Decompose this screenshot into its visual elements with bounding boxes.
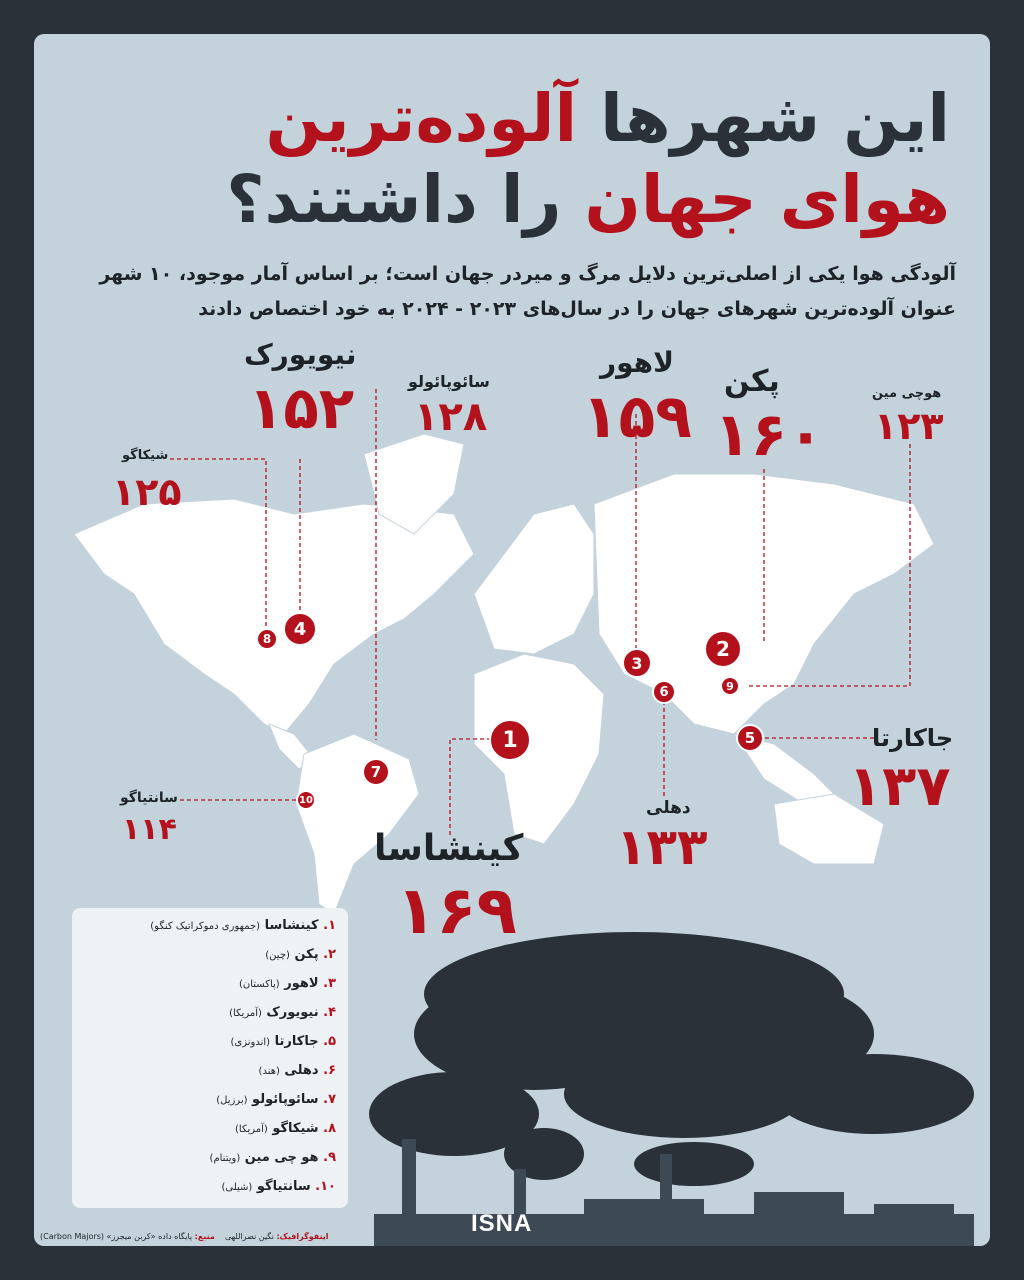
legend-row-8 [235,1121,336,1136]
legend-city: شیکاگو [272,1121,319,1136]
legend-row-4 [229,1005,336,1020]
value-kinshasa: ۱۶۹ [396,872,517,949]
legend-num: ۷. [323,1092,336,1107]
legend-row-9 [210,1150,336,1165]
ranking-legend [72,908,348,1208]
legend-num: ۲. [323,947,336,962]
pin-rank-8[interactable]: 8 [256,628,278,650]
title-line2-dark: را داشتند؟ [226,161,562,238]
legend-country: (هند) [258,1066,280,1077]
legend-row-10 [221,1179,336,1194]
legend-country: (اندونزی) [230,1037,271,1048]
intro-line-1: آلودگی هوا یکی از اصلی‌ترین دلایل مرگ و میردر جهان است؛ بر اساس آمار موجود، ۱۰ شهر [99,263,956,285]
pin-rank-3[interactable]: 3 [622,648,652,678]
legend-num: ۳. [323,976,336,991]
intro-line-2: عنوان آلوده‌ترین شهرهای جهان را در سال‌های ۲۰۲۳ - ۲۰۲۴ به خود اختصاص دادند [198,298,956,320]
city-label-hochiminh: هوچی مین [872,386,942,401]
credits-source-label: منبع: [194,1232,215,1241]
city-label-saopaulo: سائوپائولو [408,372,490,391]
legend-city: پکن [294,947,319,962]
value-beijing: ۱۶۰ [714,400,824,470]
legend-city: سائوپائولو [252,1092,319,1107]
city-label-jakarta: جاکارتا [872,724,954,752]
legend-num: ۸. [323,1121,336,1136]
title-line1-red: آلوده‌ترین [265,80,578,157]
legend-country: (شیلی) [221,1182,253,1193]
legend-city: کینشاسا [264,918,319,933]
credits-source-text: پایگاه داده «کربن میجرز» (Carbon Majors) [40,1232,193,1241]
map-europe [474,504,594,654]
legend-country: (برزیل) [216,1095,248,1106]
value-chicago: ۱۲۵ [112,470,182,514]
legend-num: ۱. [323,918,336,933]
city-label-chicago: شیکاگو [122,448,169,463]
pin-rank-10[interactable]: 10 [296,790,316,810]
legend-city: جاکارتا [274,1034,319,1049]
legend-country: (جمهوری دموکراتیک کنگو) [150,921,261,932]
legend-row-2 [265,947,336,962]
value-newyork: ۱۵۲ [248,374,355,442]
isna-logo: ISNA [471,1210,533,1237]
value-saopaulo: ۱۲۸ [414,394,488,440]
value-lahore: ۱۵۹ [582,382,692,452]
legend-country: (آمریکا) [229,1008,262,1019]
legend-city: نیویورک [266,1005,319,1020]
city-label-beijing: پکن [724,364,780,399]
pin-rank-5[interactable]: 5 [736,724,764,752]
legend-city: دهلی [284,1063,319,1078]
title-line2-red: هوای جهان [584,161,950,238]
credits-infographic-author: نگین نصراللهی [225,1232,274,1241]
infographic-card [34,34,990,1246]
legend-row-5 [231,1034,336,1049]
title-line1-dark: این شهرها [600,80,950,157]
legend-num: ۵. [323,1034,336,1049]
legend-country: (آمریکا) [234,1124,268,1135]
legend-city: لاهور [284,976,319,991]
value-hochiminh: ۱۲۳ [874,404,944,448]
legend-city: هو چی مین [244,1150,319,1165]
pin-rank-6[interactable]: 6 [652,680,676,704]
legend-num: ۴. [323,1005,336,1020]
pin-rank-7[interactable]: 7 [362,758,390,786]
city-label-newyork: نیویورک [244,338,357,371]
legend-row-7 [216,1092,336,1107]
legend-row-6 [259,1063,336,1078]
value-delhi: ۱۳۳ [616,818,708,876]
credits-infographic-label: اینفوگرافیک: [276,1232,329,1241]
credits-line [40,1232,329,1241]
city-label-kinshasa: کینشاسا [374,828,524,869]
pin-rank-4[interactable]: 4 [283,612,317,646]
legend-row-3 [239,976,336,991]
factory-smoke-illustration [334,924,990,1246]
legend-country: (چین) [265,950,290,961]
value-jakarta: ۱۳۷ [848,754,951,819]
legend-num: ۹. [323,1150,336,1165]
city-label-lahore: لاهور [600,346,674,379]
pin-rank-9[interactable]: 9 [720,676,740,696]
city-label-santiago: سانتیاگو [120,790,178,806]
value-santiago: ۱۱۴ [122,812,177,847]
legend-country: (پاکستان) [238,979,280,990]
pin-rank-2[interactable]: 2 [704,630,742,668]
legend-num: ۶. [323,1063,336,1078]
legend-row-1 [150,918,336,933]
legend-city: سانتیاگو [256,1179,311,1194]
city-label-delhi: دهلی [646,798,691,818]
pin-rank-1[interactable]: 1 [489,719,531,761]
legend-num: ۱۰. [315,1179,336,1194]
legend-country: (ویتنام) [209,1153,241,1164]
